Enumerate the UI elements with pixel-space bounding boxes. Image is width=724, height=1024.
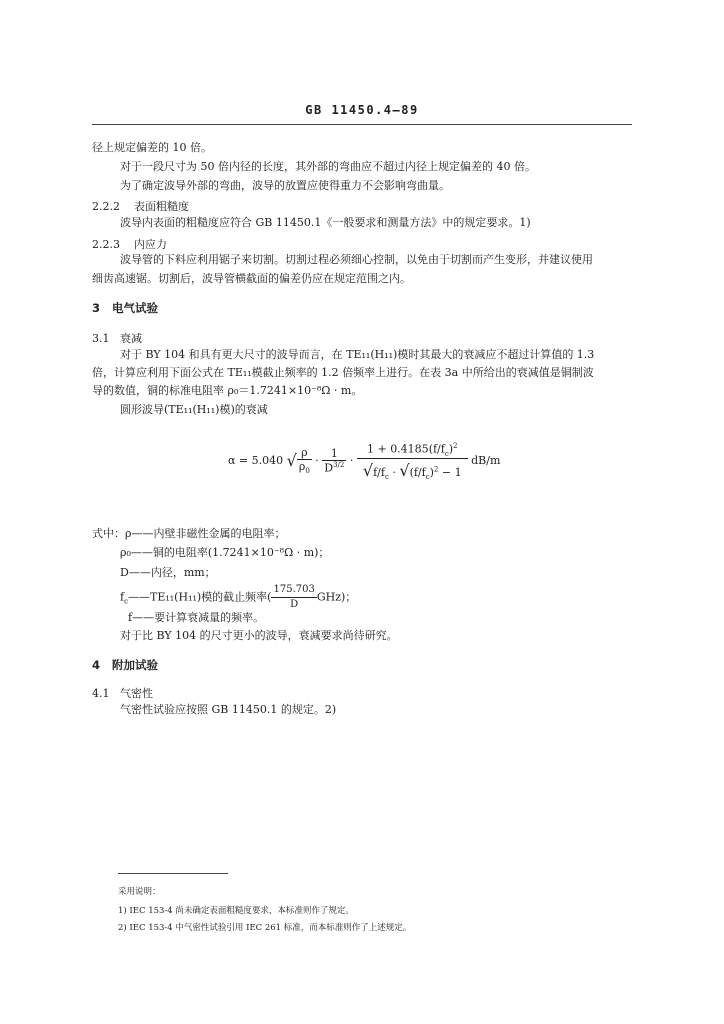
section-heading-2-2-3 (92, 236, 167, 252)
where-line: ρ₀——铜的电阻率(1.7241×10⁻⁸Ω · m)； (120, 546, 330, 559)
where-line: D——内径，mm； (120, 566, 216, 579)
section-heading-3-1 (92, 330, 142, 346)
section-title: 附加试验 (112, 658, 159, 672)
section-number: 2.2.3 (92, 238, 120, 251)
section-heading-4 (92, 657, 158, 673)
paragraph: 倍，计算应利用下面公式在 TE₁₁模截止频率的 1.2 倍频率上进行。在表 3a 中所给出的衰减值是铜制波 (92, 366, 594, 379)
paragraph: 对于一段尺寸为 50 倍内径的长度，其外部的弯曲应不超过内径上规定偏差的 40 倍。 (120, 160, 536, 173)
paragraph: 波导管的下料应利用锯子来切割。切割过程必须细心控制，以免由于切割而产生变形，并建议使用 (120, 253, 593, 266)
section-number: 4 (92, 658, 101, 672)
footnote: 1) IEC 153-4 尚未确定表面粗糙度要求，本标准则作了规定。 (118, 906, 354, 916)
paragraph: 波导内表面的粗糙度应符合 GB 11450.1《一般要求和测量方法》中的规定要求。1) (120, 216, 531, 229)
where-text: GHz)； (316, 590, 357, 604)
paragraph: 导的数值，铜的标准电阻率 ρ₀＝1.7241×10⁻⁸Ω · m。 (92, 384, 363, 397)
frac-num: 175.703 (271, 583, 316, 598)
paragraph: 对于 BY 104 和具有更大尺寸的波导而言，在 TE₁₁(H₁₁)模时其最大的衰减应不超过计算值的 1.3 (120, 348, 595, 361)
symbol: f (120, 590, 125, 604)
footnote-title: 采用说明： (118, 887, 161, 897)
section-number: 3.1 (92, 332, 110, 345)
paragraph: 为了确定波导外部的弯曲，波导的放置应使得重力不会影响弯曲量。 (120, 179, 450, 192)
where-line-cutoff: $f_c——TE_{11}(H_{11})$模的截止频率( $\frac{175.703}{D}$ GHz)； (120, 584, 357, 610)
paragraph: 径上规定偏差的 10 倍。 (92, 141, 212, 154)
page-header: GB 11450.4—89 (305, 103, 419, 117)
formula-one: 1 (366, 442, 374, 456)
where-text: ——TE₁₁(H₁₁)模的截止频率( (128, 590, 272, 604)
frac-den: D (290, 599, 299, 610)
paragraph: 气密性试验应按照 GB 11450.1 的规定。2) (120, 703, 337, 716)
where-line: f——要计算衰减量的频率。 (128, 611, 265, 624)
formula-plus: + (377, 442, 387, 456)
section-title: 电气试验 (112, 301, 159, 315)
paragraph: 对于比 BY 104 的尺寸更小的波导，衰减要求尚待研究。 (120, 629, 398, 642)
section-heading-4-1 (92, 685, 153, 701)
section-number: 3 (92, 301, 101, 315)
where-line: 式中：ρ——内壁非磁性金属的电阻率； (92, 527, 286, 540)
footnote: 2) IEC 153-4 中气密性试验引用 IEC 261 标准，而本标准则作了上述规定。 (118, 923, 412, 933)
section-heading-3 (92, 300, 158, 316)
section-number: 2.2.2 (92, 200, 120, 213)
section-title: 表面粗糙度 (134, 200, 189, 213)
section-title: 衰减 (120, 332, 142, 345)
paragraph: 圆形波导(TE₁₁(H₁₁)模)的衰减 (120, 403, 268, 416)
formula-lhs: α = 5.040 (228, 454, 284, 468)
section-title: 内应力 (134, 238, 167, 251)
header-rule (92, 124, 632, 125)
formula-coef: 0.4185 (390, 442, 429, 456)
formula-unit: dB/m (471, 454, 501, 468)
section-title: 气密性 (120, 687, 153, 700)
footnote-rule (118, 873, 228, 874)
paragraph: 细齿高速锯。切割后，波导管横截面的偏差仍应在规定范围之内。 (92, 272, 411, 285)
section-heading-2-2-2 (92, 198, 189, 214)
section-number: 4.1 (92, 687, 110, 700)
attenuation-formula: α = 5.040 √ $\frac{\rho}{\rho_0}$ · $\frac{1}{D^{3/2}}$ · $\frac{1 + 0.4185(f/f_c)^2}{√f/f_c \cdot √(f/f_c)^2 - 1}$ dB/m (228, 442, 501, 482)
